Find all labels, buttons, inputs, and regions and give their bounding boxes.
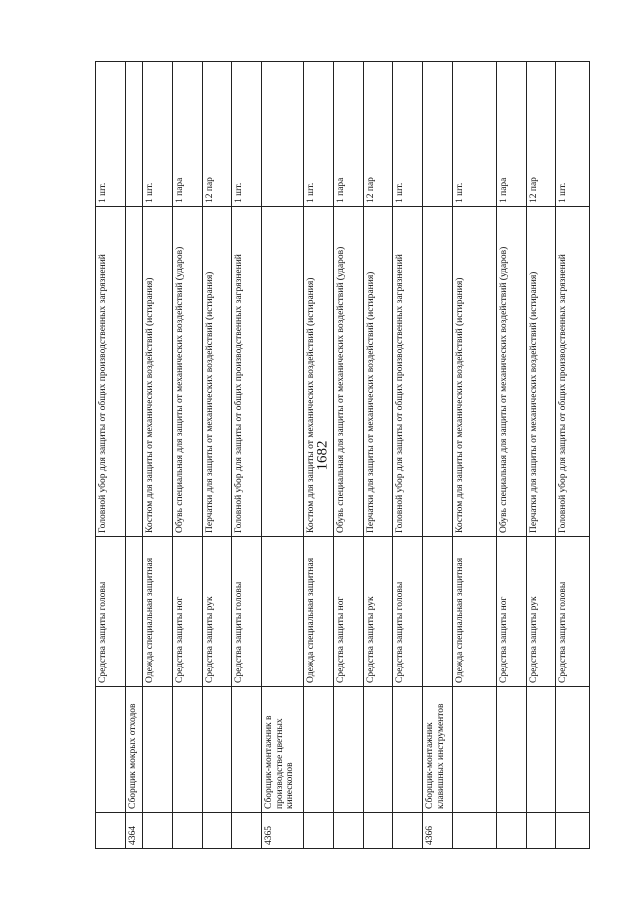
table-row	[423, 62, 453, 849]
table-row	[173, 62, 203, 849]
table-row	[262, 62, 304, 849]
table-row	[497, 62, 527, 849]
table-row	[143, 62, 173, 849]
cell-profession	[143, 687, 173, 813]
cell-profession	[497, 687, 527, 813]
cell-quantity	[423, 62, 453, 207]
cell-type	[423, 537, 453, 687]
cell-item: Головной убор для защиты от общих производственных загрязнений	[556, 207, 590, 537]
cell-type: Средства защиты головы	[393, 537, 423, 687]
cell-type: Одежда специальная защитная	[304, 537, 334, 687]
cell-item: Обувь специальная для защиты от механических воздействий (ударов)	[173, 207, 203, 537]
cell-type	[126, 537, 143, 687]
cell-item: Перчатки для защиты от механических воздействий (истирания)	[527, 207, 556, 537]
table-row	[126, 62, 143, 849]
cell-item: Обувь специальная для защиты от механических воздействий (ударов)	[334, 207, 364, 537]
table-row	[393, 62, 423, 849]
table-row	[203, 62, 232, 849]
cell-number	[334, 813, 364, 849]
cell-item: Перчатки для защиты от механических воздействий (истирания)	[203, 207, 232, 537]
cell-number: 4365	[262, 813, 304, 849]
cell-type: Средства защиты рук	[527, 537, 556, 687]
cell-profession	[364, 687, 393, 813]
cell-type: Одежда специальная защитная	[143, 537, 173, 687]
cell-quantity: 1 шт.	[453, 62, 497, 207]
cell-quantity: 12 пар	[203, 62, 232, 207]
cell-number	[232, 813, 262, 849]
cell-type: Средства защиты рук	[203, 537, 232, 687]
cell-profession	[527, 687, 556, 813]
cell-quantity: 1 шт.	[304, 62, 334, 207]
cell-item	[126, 207, 143, 537]
cell-item: Головной убор для защиты от общих производственных загрязнений	[393, 207, 423, 537]
cell-item: Костюм для защиты от механических воздействий (истирания)	[143, 207, 173, 537]
ppe-norms-table	[95, 61, 590, 849]
cell-quantity: 1 шт.	[232, 62, 262, 207]
table-row	[453, 62, 497, 849]
cell-number: 4364	[126, 813, 143, 849]
table-row	[556, 62, 590, 849]
cell-number	[173, 813, 203, 849]
cell-number	[203, 813, 232, 849]
cell-quantity: 12 пар	[364, 62, 393, 207]
cell-item: Костюм для защиты от механических воздействий (истирания)	[453, 207, 497, 537]
cell-item: Обувь специальная для защиты от механических воздействий (ударов)	[497, 207, 527, 537]
cell-quantity: 1 шт.	[556, 62, 590, 207]
rotated-table-container	[95, 62, 568, 849]
cell-number	[364, 813, 393, 849]
table-frame	[95, 62, 568, 849]
cell-type: Средства защиты головы	[556, 537, 590, 687]
cell-profession	[173, 687, 203, 813]
table-row	[304, 62, 334, 849]
cell-type: Одежда специальная защитная	[453, 537, 497, 687]
cell-item: Костюм для защиты от механических воздействий (истирания)	[304, 207, 334, 537]
cell-type: Средства защиты ног	[334, 537, 364, 687]
page-number-text: 1682	[314, 440, 331, 470]
cell-number	[143, 813, 173, 849]
table-row	[527, 62, 556, 849]
table-row	[364, 62, 393, 849]
cell-profession	[232, 687, 262, 813]
cell-item	[262, 207, 304, 537]
cell-item: Головной убор для защиты от общих производственных загрязнений	[96, 207, 126, 537]
table-row	[334, 62, 364, 849]
table-row	[232, 62, 262, 849]
cell-item	[423, 207, 453, 537]
cell-profession: Сборщик-монтажник в производстве цветных кинескопов	[262, 687, 304, 813]
cell-type: Средства защиты рук	[364, 537, 393, 687]
cell-profession: Сборщик мокрых отходов	[126, 687, 143, 813]
cell-number	[96, 813, 126, 849]
cell-type: Средства защиты головы	[96, 537, 126, 687]
cell-quantity: 1 шт.	[143, 62, 173, 207]
cell-type: Средства защиты головы	[232, 537, 262, 687]
table-row	[96, 62, 126, 849]
cell-quantity	[262, 62, 304, 207]
cell-number	[393, 813, 423, 849]
cell-profession: Сборщик-монтажник клавишных инструментов	[423, 687, 453, 813]
cell-profession	[556, 687, 590, 813]
cell-quantity	[126, 62, 143, 207]
cell-profession	[96, 687, 126, 813]
cell-type: Средства защиты ног	[173, 537, 203, 687]
cell-number	[556, 813, 590, 849]
cell-profession	[203, 687, 232, 813]
cell-number: 4366	[423, 813, 453, 849]
cell-number	[304, 813, 334, 849]
cell-profession	[453, 687, 497, 813]
cell-quantity: 1 шт.	[96, 62, 126, 207]
cell-quantity: 1 пара	[334, 62, 364, 207]
cell-quantity: 1 пара	[497, 62, 527, 207]
cell-quantity: 1 шт.	[393, 62, 423, 207]
cell-type: Средства защиты ног	[497, 537, 527, 687]
cell-number	[497, 813, 527, 849]
cell-profession	[393, 687, 423, 813]
cell-profession	[334, 687, 364, 813]
cell-number	[453, 813, 497, 849]
cell-type	[262, 537, 304, 687]
cell-quantity: 1 пара	[173, 62, 203, 207]
cell-quantity: 12 пар	[527, 62, 556, 207]
cell-item: Перчатки для защиты от механических воздействий (истирания)	[364, 207, 393, 537]
cell-item: Головной убор для защиты от общих производственных загрязнений	[232, 207, 262, 537]
cell-profession	[304, 687, 334, 813]
cell-number	[527, 813, 556, 849]
